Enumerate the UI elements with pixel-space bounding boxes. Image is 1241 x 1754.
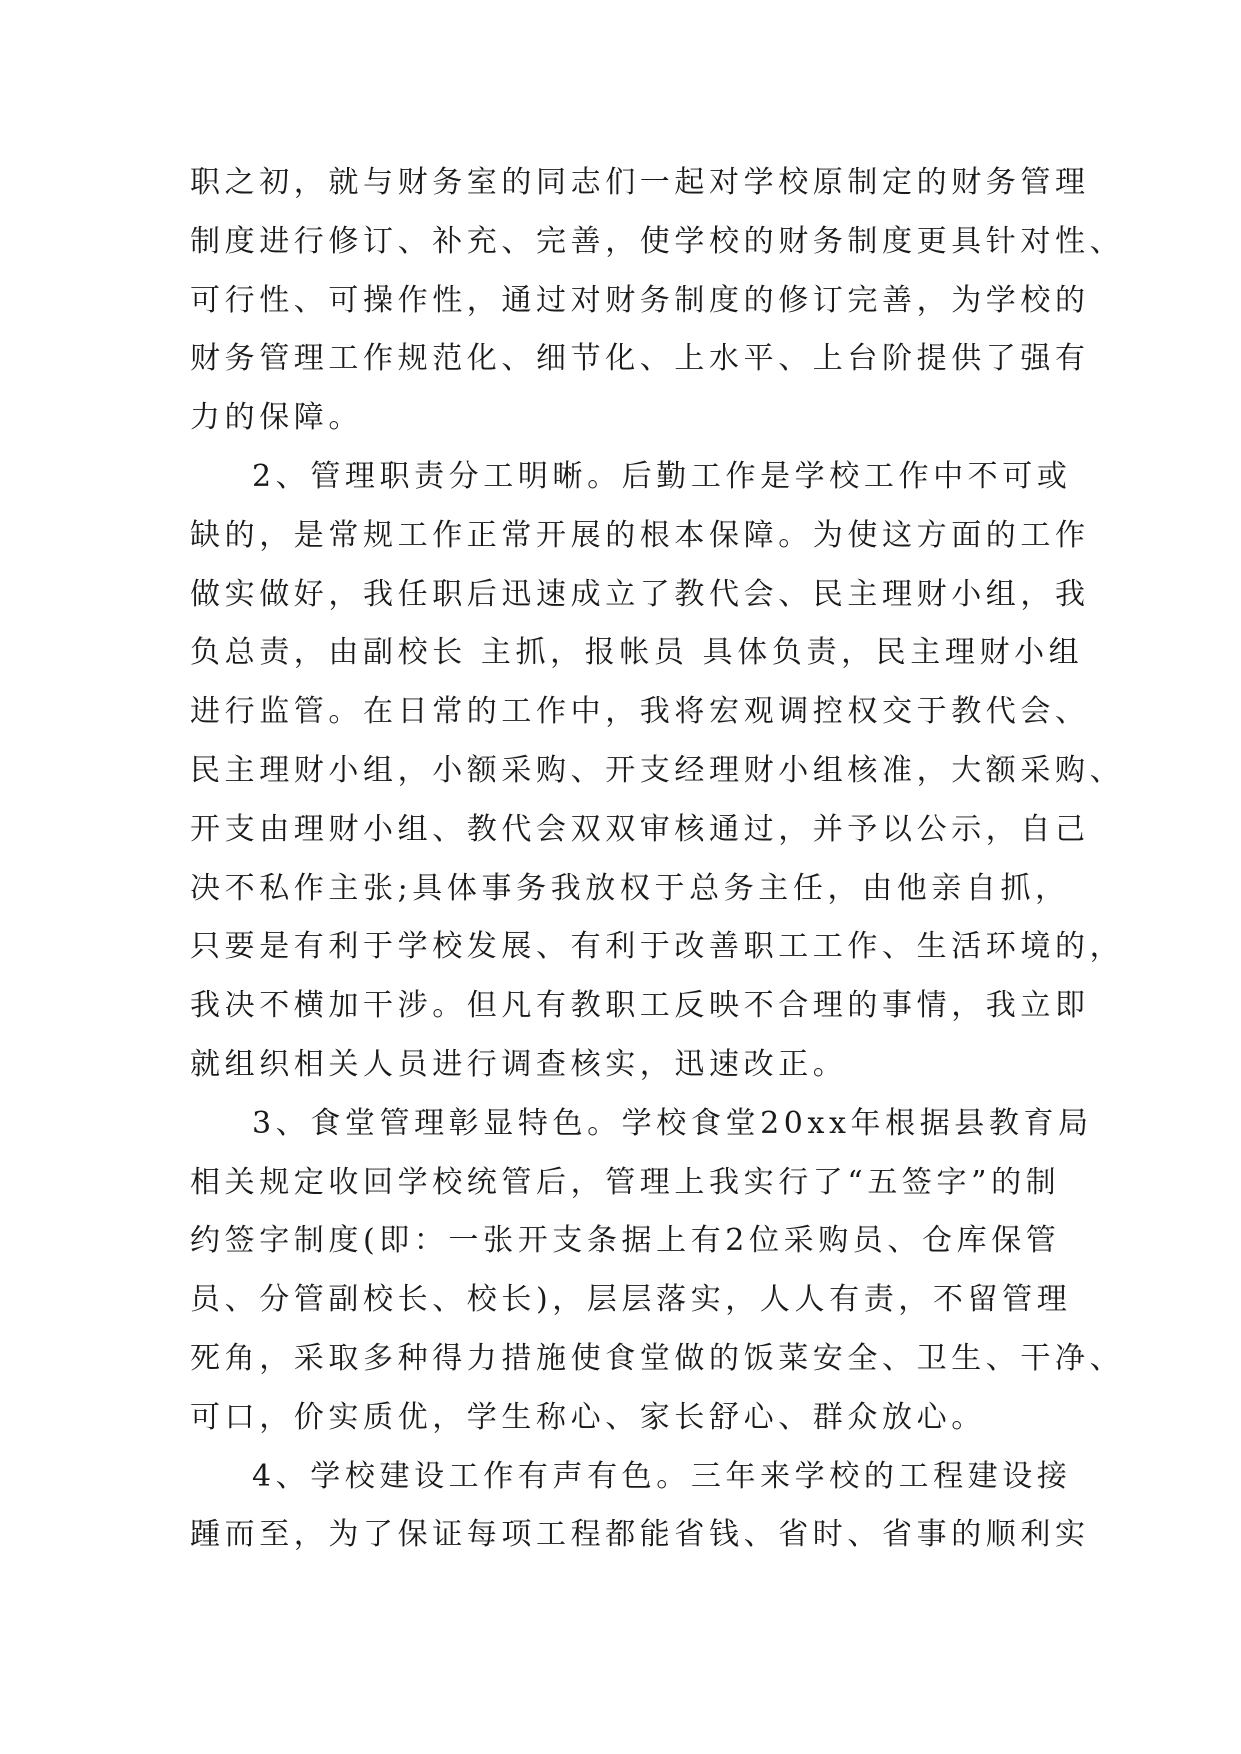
text-line: 相关规定收回学校统管后，管理上我实行了“五签字”的制: [190, 1164, 1061, 1200]
text-line: 职之初，就与财务室的同志们一起对学校原制定的财务管理: [190, 165, 1090, 200]
paragraph-2-start: 2、管理职责分工明晰。后勤工作是学校工作中不可或: [252, 458, 1072, 494]
text-line: 只要是有利于学校发展、有利于改善职工工作、生活环境的，: [190, 929, 1125, 965]
text-line: 民主理财小组，小额采购、开支经理财小组核准，大额采购、: [190, 752, 1125, 788]
text-line: 员、分管副校长、校长)，层层落实，人人有责，不留管理: [190, 1282, 1072, 1318]
text-line: 可口，价实质优，学生称心、家长舒心、群众放心。: [190, 1399, 986, 1435]
body-text: [190, 154, 1125, 1565]
paragraph-3-start: 3、食堂管理彰显特色。学校食堂20xx年根据县教育局: [252, 1105, 1093, 1141]
text-line: 死角，采取多种得力措施使食堂做的饭菜安全、卫生、干净、: [190, 1340, 1125, 1376]
text-line: 可行性、可操作性，通过对财务制度的修订完善，为学校的: [190, 282, 1090, 318]
text-line: 决不私作主张;具体事务我放权于总务主任，由他亲自抓，: [190, 870, 1070, 906]
text-line: 进行监管。在日常的工作中，我将宏观调控权交于教代会、: [190, 694, 1090, 730]
text-line: 力的保障。: [190, 400, 363, 436]
text-line: 缺的，是常规工作正常开展的根本保障。为使这方面的工作: [190, 517, 1090, 553]
text-line: 财务管理工作规范化、细节化、上水平、上台阶提供了强有: [190, 341, 1090, 377]
text-line: 约签字制度(即：一张开支条据上有2位采购员、仓库保管: [190, 1223, 1061, 1259]
text-line: 就组织相关人员进行调查核实，迅速改正。: [190, 1046, 848, 1082]
text-line: 踵而至，为了保证每项工程都能省钱、省时、省事的顺利实: [190, 1517, 1090, 1553]
text-line: 负总责，由副校长 主抓，报帐员 具体负责，民主理财小组: [190, 635, 1084, 671]
text-line: 开支由理财小组、教代会双双审核通过，并予以公示，自己: [190, 811, 1090, 847]
text-line: 我决不横加干涉。但凡有教职工反映不合理的事情，我立即: [190, 988, 1090, 1024]
text-line: 做实做好，我任职后迅速成立了教代会、民主理财小组，我: [190, 576, 1090, 612]
text-line: 制度进行修订、补充、完善，使学校的财务制度更具针对性、: [190, 223, 1125, 259]
paragraph-4-start: 4、学校建设工作有声有色。三年来学校的工程建设接: [252, 1458, 1072, 1494]
